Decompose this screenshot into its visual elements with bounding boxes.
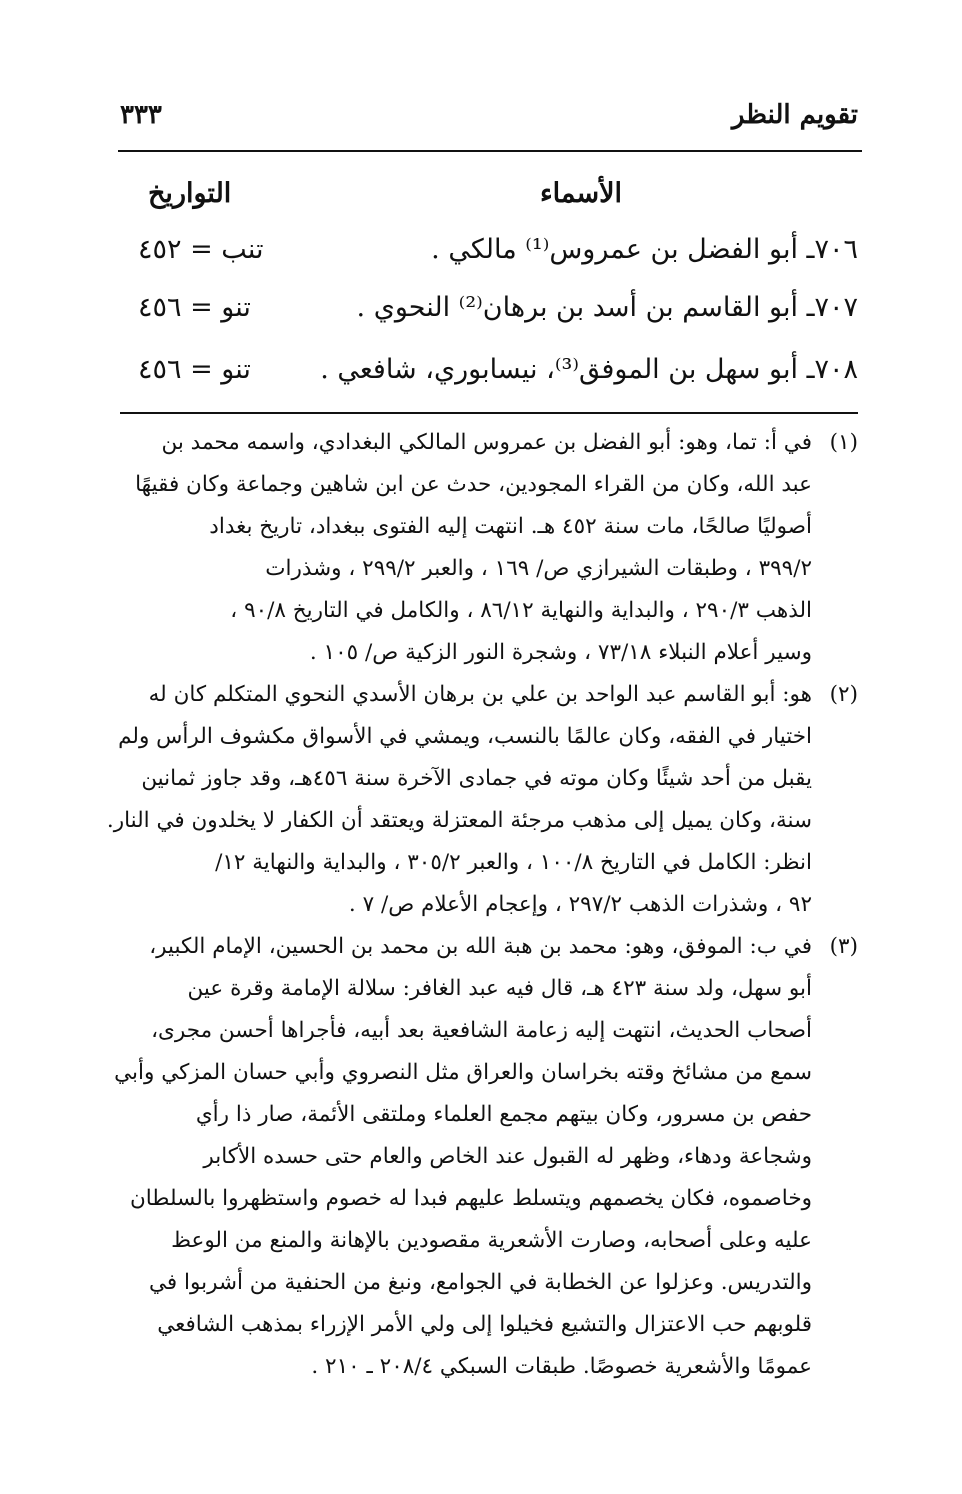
- entry-name: ٧٠٦ـ أبو الفضل بن عمروس⁽¹⁾ مالكي .: [431, 234, 858, 265]
- entry-date: تنب = ٤٥٢: [138, 234, 264, 265]
- page-number: ٣٣٣: [120, 100, 162, 130]
- footnote-line: عمومًا والأشعرية خصوصًا. طبقات السبكي ٢٠٨/٤ ـ ٢١٠ .: [311, 1354, 812, 1379]
- entry-row: [120, 234, 858, 278]
- header-rule: [118, 150, 862, 152]
- footnote-line: وشجاعة ودهاء، وظهر له القبول عند الخاص والعام حتى حسده الأكابر: [203, 1144, 812, 1169]
- entry-date: تنو = ٤٥٦: [138, 292, 251, 323]
- footnote-line: الذهب ٢٩٠/٣ ، والبداية والنهاية ٨٦/١٢ ، والكامل في التاريخ ٩٠/٨ ،: [230, 598, 812, 623]
- dates-column-heading: التواريخ: [148, 178, 232, 209]
- footnote-line: وخاصموه، فكان يخصمهم ويتسلط عليهم فبدا له خصوم واستظهروا بالسلطان: [129, 1186, 812, 1211]
- footnotes: [106, 422, 858, 1388]
- entry-name: ٧٠٧ـ أبو القاسم بن أسد بن برهان⁽²⁾ النحوي .: [356, 292, 858, 323]
- entry-row: [120, 292, 858, 336]
- footnote-line: في ب: الموفق، وهو: محمد بن هبة الله بن محمد بن الحسين، الإمام الكبير،: [149, 934, 812, 959]
- footnote-line: هو: أبو القاسم عبد الواحد بن علي بن برهان الأسدي النحوي المتكلم كان له: [148, 682, 812, 707]
- footnote-3: [114, 926, 858, 1388]
- footnote-line: قلوبهم حب الاعتزال والتشيع فخيلوا إلى ولي الأمر الإزراء بمذهب الشافعي: [157, 1312, 812, 1337]
- footnote-line: أصوليًا صالحًا، مات سنة ٤٥٢ هـ. انتهت إليه الفتوى ببغداد، تاريخ بغداد: [209, 514, 812, 539]
- footnote-line: والتدريس. وعزلوا عن الخطابة في الجوامع، ونبغ من الحنفية من أشربوا في: [148, 1270, 812, 1295]
- footnote-line: في أ: تما، وهو: أبو الفضل بن عمروس المالكي البغدادي، واسمه محمد بن: [161, 430, 812, 455]
- footnote-number: (١): [829, 430, 858, 455]
- footnote-2: [106, 674, 858, 926]
- entry-date: تنو = ٤٥٦: [138, 354, 251, 385]
- footnote-line: يقبل من أحد شيئًا وكان موته في جمادى الآخرة سنة ٤٥٦هـ، وقد جاوز ثمانين: [141, 766, 812, 791]
- footnote-line: وسير أعلام النبلاء ٧٣/١٨ ، وشجرة النور الزكية ص/ ١٠٥ .: [309, 640, 812, 665]
- footnote-line: حفص بن مسرور، وكان بيتهم مجمع العلماء وملتقى الأئمة، صار ذا رأي: [195, 1102, 812, 1127]
- footnote-line: أصحاب الحديث، انتهت إليه زعامة الشافعية بعد أبيه، فأجراها أحسن مجرى،: [151, 1018, 812, 1043]
- footnote-line: سنة، وكان يميل إلى مذهب مرجئة المعتزلة ويعتقد أن الكفار لا يخلدون في النار.: [106, 808, 812, 833]
- entry-name: ٧٠٨ـ أبو سهل بن الموفق⁽³⁾، نيسابوري، شافعي .: [320, 354, 858, 385]
- footnote-number: (٣): [829, 934, 858, 959]
- footnote-number: (٢): [829, 682, 858, 707]
- footnote-line: ٩٢ ، وشذرات الذهب ٢٩٧/٢ ، وإعجام الأعلام ص/ ٧ .: [348, 892, 812, 917]
- entry-row: [120, 354, 858, 398]
- footnote-line: انظر: الكامل في التاريخ ١٠٠/٨ ، والعبر ٣٠٥/٢ ، والبداية والنهاية ١٢/: [215, 850, 812, 875]
- footnote-line: ٣٩٩/٢ ، وطبقات الشيرازي ص/ ١٦٩ ، والعبر ٢٩٩/٢ ، وشذرات: [265, 556, 812, 581]
- footnote-line: عبد الله، وكان من القراء المجودين، حدث عن ابن شاهين وجماعة وكان فقيهًا: [135, 472, 812, 497]
- footnote-rule: [120, 412, 858, 414]
- footnote-line: اختيار في الفقه، وكان عالمًا بالنسب، ويمشي في الأسواق مكشوف الرأس ولم: [118, 724, 812, 749]
- footnote-1: [120, 422, 858, 674]
- footnote-line: سمع من مشائخ وقته بخراسان والعراق مثل النصروي وأبي حسان المزكي وأبي: [114, 1060, 812, 1085]
- names-column-heading: الأسماء: [539, 178, 622, 209]
- footnote-line: أبو سهل، ولد سنة ٤٢٣ هـ، قال فيه عبد الغافر: سلالة الإمامة وقرة عين: [187, 976, 812, 1001]
- running-title: تقويم النظر: [731, 100, 858, 130]
- footnote-line: عليه وعلى أصحابه، وصارت الأشعرية مقصودين بالإهانة والمنع من الوعظ: [171, 1228, 812, 1253]
